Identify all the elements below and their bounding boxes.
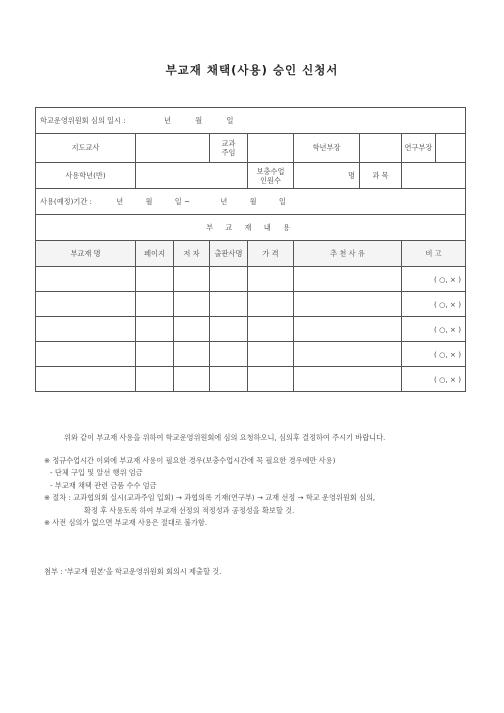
meeting-date-month: 월 [195,115,203,125]
book-row [36,292,466,317]
supplementary-label-line2: 인원수 [260,175,281,185]
reason-input[interactable] [294,292,402,317]
grade-head-label: 학년부장 [294,134,360,163]
publisher-input[interactable] [210,367,248,392]
approval-mark[interactable]: ( ○, × ) [402,342,466,367]
meeting-date-label: 학교운영위원회 심의 일시 : [40,115,126,125]
note-no-bribery: - 부교재 채택 관련 금품 수수 엄금 [50,480,157,490]
note-procedure-cont: 확정 후 사용토록 하여 부교재 선정의 적정성과 공정성을 확보할 것. [84,505,295,515]
research-head-cell [402,134,466,163]
book-name-input[interactable] [36,292,136,317]
publisher-input[interactable] [210,317,248,342]
teacher-sign-cell[interactable] [136,134,210,163]
period-year2: 년 [220,196,228,206]
period-day-tilde: 일 ~ [174,196,191,206]
use-grade-label: 사용학년(반) [36,163,136,189]
reason-input[interactable] [294,342,402,367]
subject-head-label [210,134,248,163]
meeting-date-year: 년 [163,115,171,125]
teacher-label: 지도교사 [36,134,136,163]
period-row [36,189,466,215]
section-title-row [36,215,466,241]
approval-mark[interactable]: ( ○, × ) [402,267,466,292]
author-input[interactable] [174,367,210,392]
period-day2: 일 [278,196,286,206]
price-input[interactable] [248,292,294,317]
price-input[interactable] [248,317,294,342]
research-head-sign-cell[interactable] [436,134,465,162]
subject-head-label-line2: 주임 [221,148,236,157]
application-form-table [35,107,466,392]
col-price: 가 격 [248,241,294,267]
subject-input[interactable] [402,163,466,189]
pages-input[interactable] [136,342,174,367]
people-count-input[interactable] [294,163,360,189]
approval-mark[interactable]: ( ○, × ) [402,292,466,317]
reason-input[interactable] [294,267,402,292]
col-book-name: 부교재 명 [36,241,136,267]
reason-input[interactable] [294,367,402,392]
supplementary-label [248,163,294,189]
people-unit: 명 [348,170,355,180]
book-name-input[interactable] [36,267,136,292]
column-header-row [36,241,466,267]
note-procedure: ※ 절차 : 교과협의회 실시(교과주임 입회) → 과협의록 기재(연구부) → 교재 선정 → 학교 운영위원회 심의, [44,493,376,502]
section-title: 부 교 재 내 용 [36,215,466,241]
grade-row [36,163,466,189]
author-input[interactable] [174,292,210,317]
subject-head-label-line1: 교과 [221,139,236,148]
supplementary-label-line1: 보충수업 [256,166,285,176]
book-name-input[interactable] [36,317,136,342]
reason-input[interactable] [294,317,402,342]
subject-label: 과 목 [360,163,402,189]
col-publisher: 출판사명 [210,241,248,267]
approval-mark[interactable]: ( ○, × ) [402,317,466,342]
use-grade-input[interactable] [136,163,248,189]
period-label: 사용(예정)기간 : [40,196,92,206]
request-text: 위와 같이 부교재 사용을 위하여 학교운영위원회에 심의 요청하오니, 심의후 결정하여 주시기 바랍니다. [64,433,386,442]
period-month: 월 [145,196,153,206]
note-prior-review: ※ 사전 심의가 없으면 부교재 사용은 절대로 불가함. [44,518,208,527]
book-row [36,367,466,392]
pages-input[interactable] [136,367,174,392]
col-author: 저 자 [174,241,210,267]
col-pages: 페이지 [136,241,174,267]
col-reason: 추 천 사 유 [294,241,402,267]
attachment-note: 첨부 : '부교재 원본'을 학교운영위원회 회의시 제출할 것. [44,566,222,576]
publisher-input[interactable] [210,267,248,292]
grade-head-sign-cell[interactable] [360,134,402,163]
price-input[interactable] [248,342,294,367]
period-month2: 월 [249,196,257,206]
note-regular-hours: ※ 정규수업시간 이외에 부교재 사용이 필요한 경우(보충수업시간에 꼭 필요한 경우에만 사용) [44,455,336,465]
research-head-label: 연구부장 [402,134,436,162]
pages-input[interactable] [136,317,174,342]
book-rows [36,267,466,392]
book-row [36,342,466,367]
pages-input[interactable] [136,267,174,292]
author-input[interactable] [174,267,210,292]
meeting-date-cell[interactable] [36,108,466,134]
book-row [36,317,466,342]
price-input[interactable] [248,367,294,392]
book-name-input[interactable] [36,342,136,367]
subject-head-sign-cell[interactable] [248,134,294,163]
author-input[interactable] [174,342,210,367]
publisher-input[interactable] [210,342,248,367]
meeting-date-row [36,108,466,134]
book-name-input[interactable] [36,367,136,392]
col-remarks: 비 고 [402,241,466,267]
period-cell[interactable] [36,189,466,215]
note-no-group-purchase: - 단체 구입 및 알선 행위 엄금 [50,468,143,477]
meeting-date-day: 일 [226,115,234,125]
approval-mark[interactable]: ( ○, × ) [402,367,466,392]
notes-section [44,432,484,578]
author-input[interactable] [174,317,210,342]
pages-input[interactable] [136,292,174,317]
price-input[interactable] [248,267,294,292]
publisher-input[interactable] [210,292,248,317]
book-row [36,267,466,292]
period-year: 년 [116,196,124,206]
form-title: 부교재 채택(사용) 승인 신청서 [165,63,339,77]
approver-row [36,134,466,163]
